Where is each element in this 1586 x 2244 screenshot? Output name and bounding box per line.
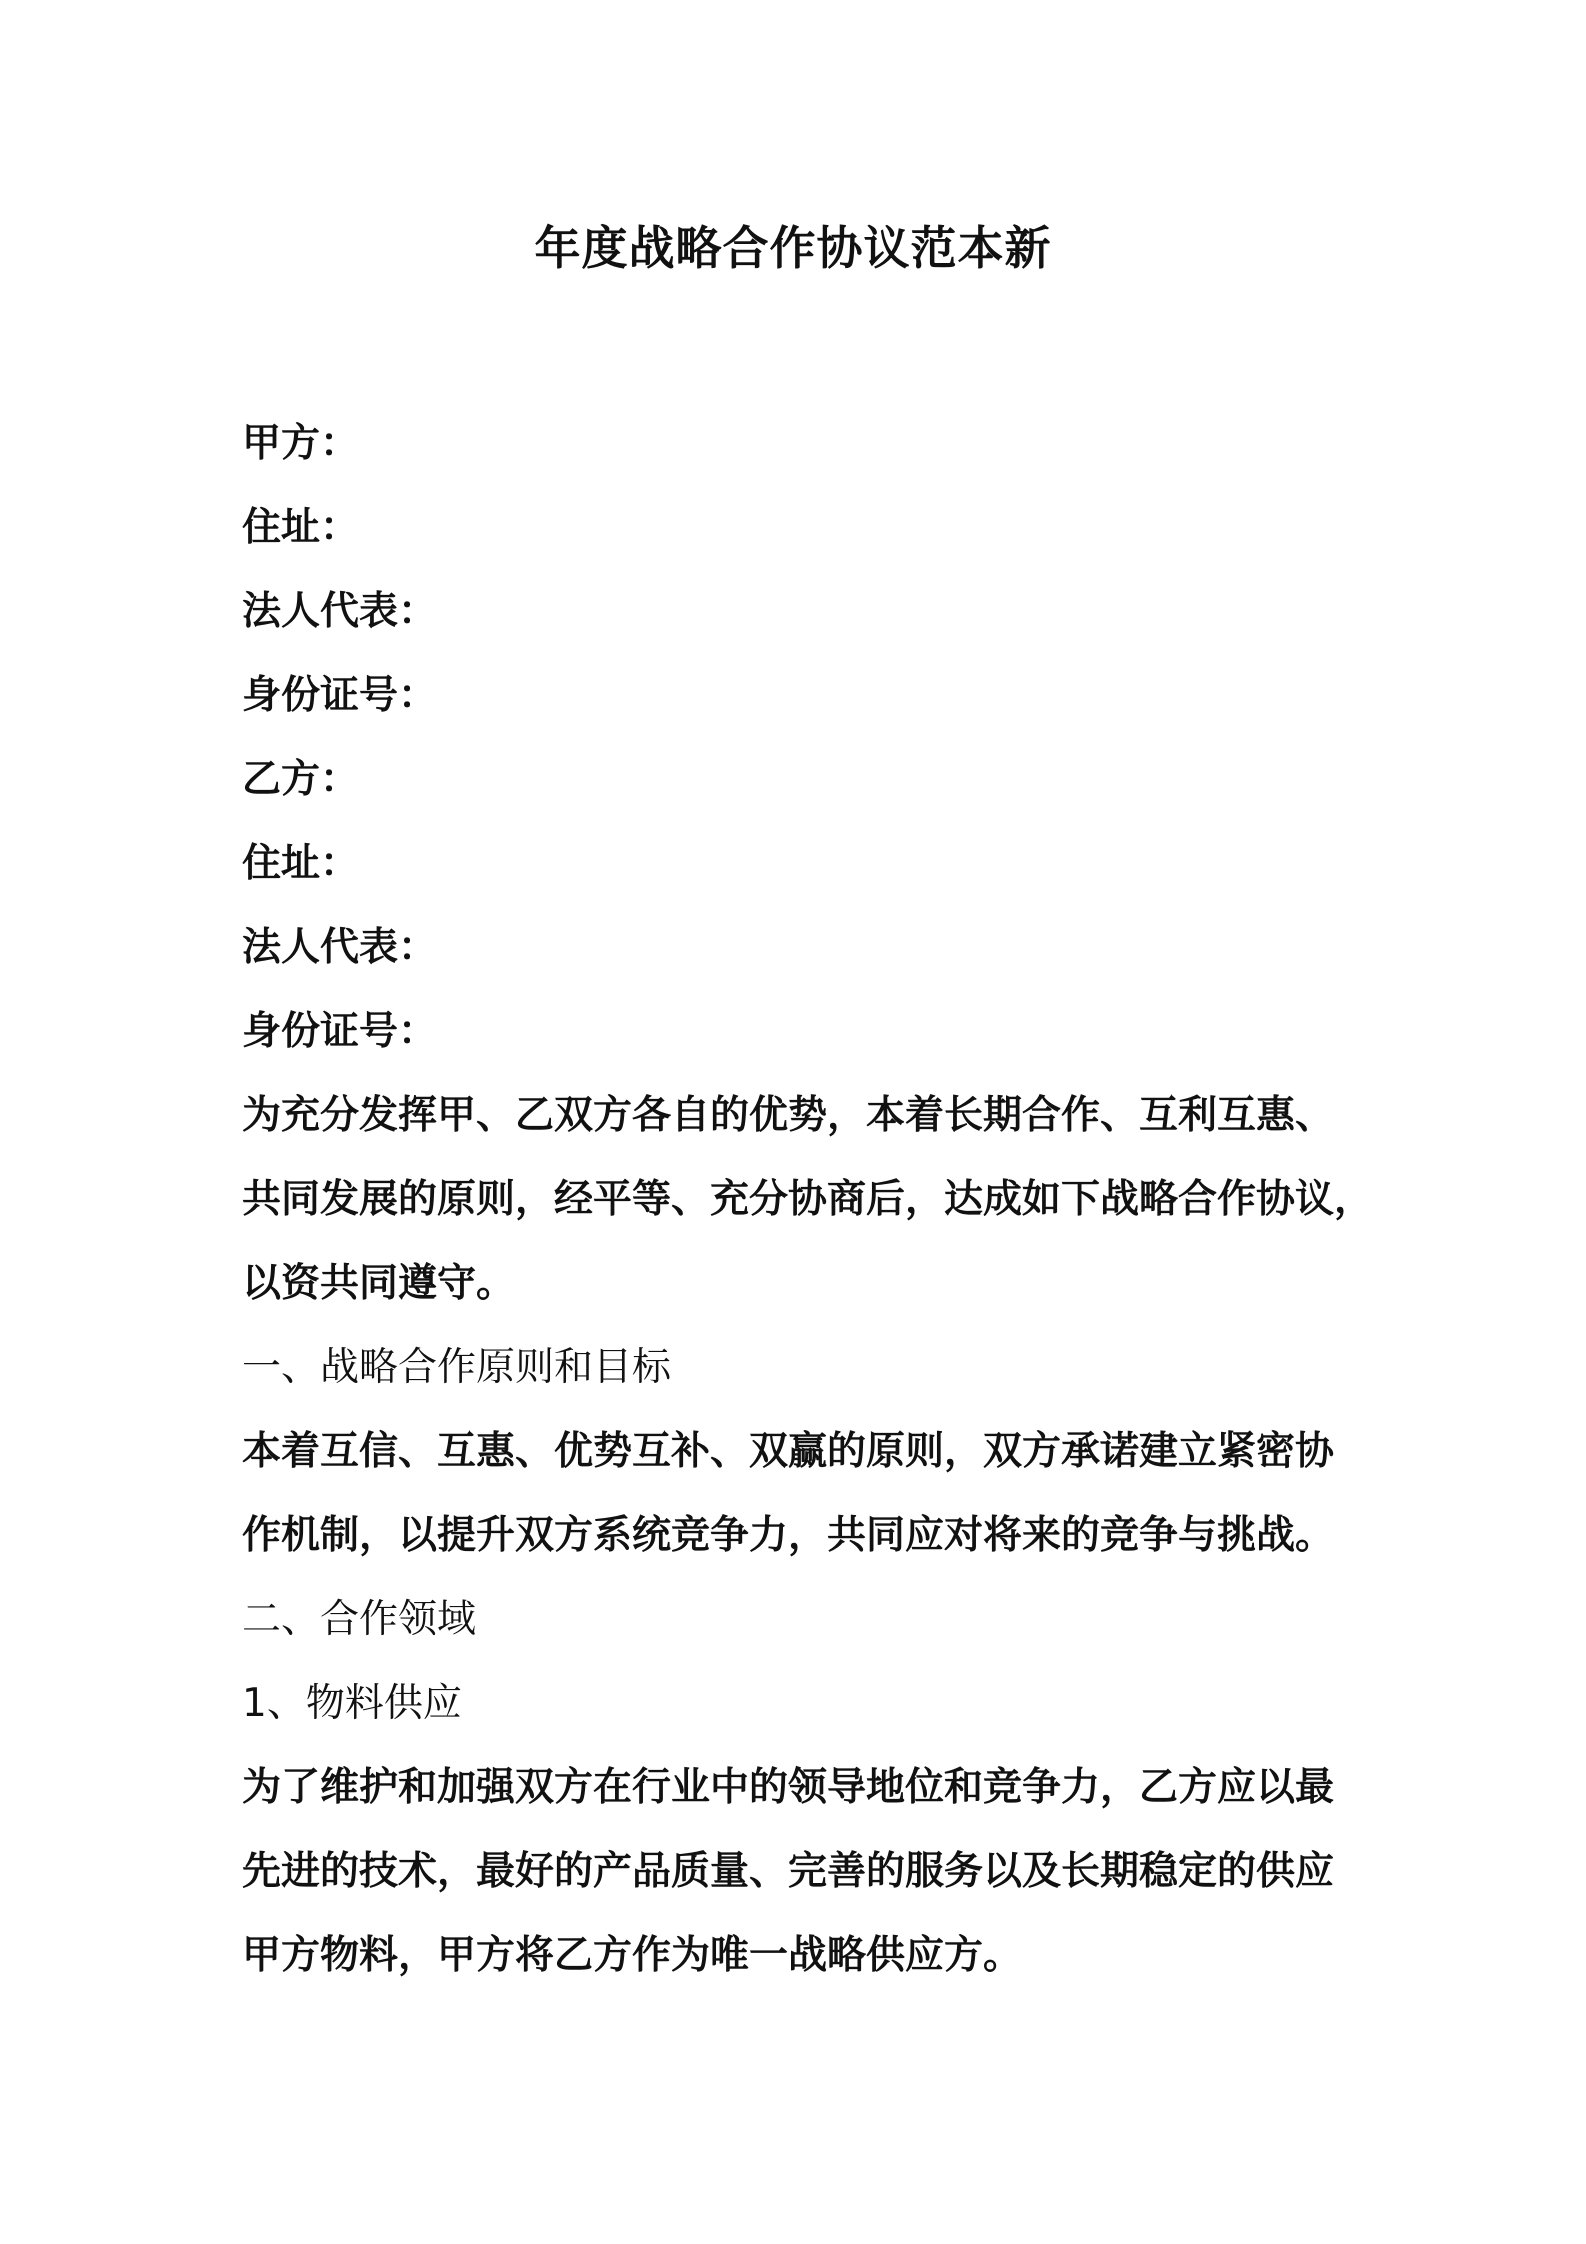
party-b-label: 乙方： xyxy=(242,757,360,802)
party-a-address-label: 住址： xyxy=(242,505,360,550)
party-a-id-label: 身份证号： xyxy=(242,673,438,718)
party-b-address-label: 住址： xyxy=(242,841,360,886)
party-b-legal-rep-label: 法人代表： xyxy=(242,925,438,970)
section-1-body-line: 作机制，以提升双方系统竞争力，共同应对将来的竞争与挑战。 xyxy=(242,1513,1335,1558)
party-b-id-label: 身份证号： xyxy=(242,1009,438,1054)
party-a-legal-rep-label: 法人代表： xyxy=(242,589,438,634)
party-a-label: 甲方： xyxy=(242,421,360,466)
preamble-line: 共同发展的原则，经平等、充分协商后，达成如下战略合作协议， xyxy=(242,1177,1374,1222)
document-title: 年度战略合作协议范本新 xyxy=(534,221,1052,275)
subsection-1-body-line: 先进的技术，最好的产品质量、完善的服务以及长期稳定的供应 xyxy=(242,1849,1335,1894)
section-1-body-line: 本着互信、互惠、优势互补、双赢的原则，双方承诺建立紧密协 xyxy=(242,1429,1335,1474)
subsection-1-body-line: 甲方物料，甲方将乙方作为唯一战略供应方。 xyxy=(242,1933,1023,1978)
subsection-1-body-line: 为了维护和加强双方在行业中的领导地位和竞争力，乙方应以最 xyxy=(242,1765,1335,1810)
section-heading-1: 一、战略合作原则和目标 xyxy=(242,1345,672,1390)
preamble-line: 为充分发挥甲、乙双方各自的优势，本着长期合作、互利互惠、 xyxy=(242,1093,1335,1138)
section-heading-2: 二、合作领域 xyxy=(242,1597,477,1642)
subsection-heading-1: 1、物料供应 xyxy=(242,1681,462,1726)
document-body xyxy=(242,402,1374,1998)
preamble-line: 以资共同遵守。 xyxy=(242,1261,516,1306)
